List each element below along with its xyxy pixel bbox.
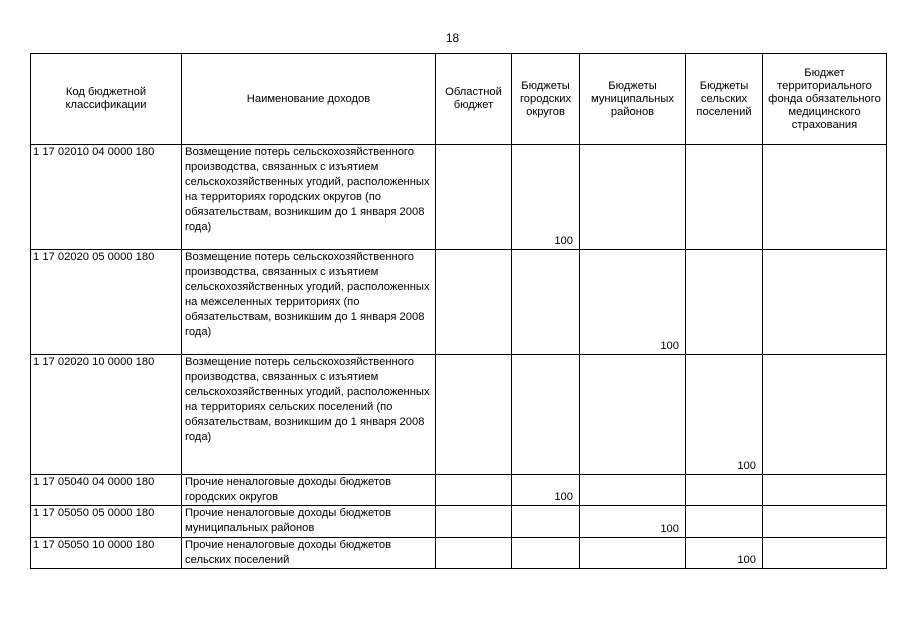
row-medical <box>763 355 887 475</box>
row-city <box>512 538 580 569</box>
row-name: Возмещение потерь сельскохозяйственного производства, связанных с изъятием сельскохозяйственных угодий, расположенных на межселенных территориях (по обязательствам, возникшим до 1 января 2008 года) <box>182 250 436 355</box>
row-municipal: 100 <box>580 506 686 538</box>
row-municipal <box>580 145 686 250</box>
row-city: 100 <box>512 145 580 250</box>
header-city: Бюджеты городских округов <box>512 54 580 145</box>
row-medical <box>763 250 887 355</box>
row-medical <box>763 475 887 506</box>
row-rural <box>686 250 763 355</box>
table-row <box>31 475 887 506</box>
header-regional: Областной бюджет <box>436 54 512 145</box>
row-regional <box>436 538 512 569</box>
row-code: 1 17 02010 04 0000 180 <box>31 145 182 250</box>
row-regional <box>436 506 512 538</box>
row-code: 1 17 05050 10 0000 180 <box>31 538 182 569</box>
row-rural: 100 <box>686 538 763 569</box>
row-name: Возмещение потерь сельскохозяйственного производства, связанных с изъятием сельскохозяйственных угодий, расположенных на территориях городских округов (по обязательствам, возникшим до 1 января 2008 года) <box>182 145 436 250</box>
table-row <box>31 506 887 538</box>
row-municipal <box>580 538 686 569</box>
table-header-row <box>31 54 887 145</box>
row-city <box>512 355 580 475</box>
row-rural <box>686 475 763 506</box>
row-rural <box>686 145 763 250</box>
table-row <box>31 145 887 250</box>
row-medical <box>763 506 887 538</box>
header-name: Наименование доходов <box>182 54 436 145</box>
table-row <box>31 538 887 569</box>
row-code: 1 17 02020 05 0000 180 <box>31 250 182 355</box>
row-rural: 100 <box>686 355 763 475</box>
row-code: 1 17 05040 04 0000 180 <box>31 475 182 506</box>
header-rural: Бюджеты сельских поселений <box>686 54 763 145</box>
page-number: 18 <box>445 31 460 45</box>
row-regional <box>436 145 512 250</box>
row-municipal <box>580 475 686 506</box>
row-regional <box>436 250 512 355</box>
row-city <box>512 506 580 538</box>
row-municipal <box>580 355 686 475</box>
row-municipal: 100 <box>580 250 686 355</box>
row-name: Возмещение потерь сельскохозяйственного производства, связанных с изъятием сельскохозяйственных угодий, расположенных на территориях сельских поселений (по обязательствам, возникшим до 1 января 2008 года) <box>182 355 436 475</box>
row-regional <box>436 355 512 475</box>
header-code: Код бюджетной классификации <box>31 54 182 145</box>
header-medical: Бюджет территориального фонда обязательного медицинского страхования <box>763 54 887 145</box>
table-row <box>31 250 887 355</box>
row-code: 1 17 02020 10 0000 180 <box>31 355 182 475</box>
row-name: Прочие неналоговые доходы бюджетов сельских поселений <box>182 538 436 569</box>
row-name: Прочие неналоговые доходы бюджетов городских округов <box>182 475 436 506</box>
row-medical <box>763 538 887 569</box>
row-city: 100 <box>512 475 580 506</box>
budget-revenue-table <box>30 53 887 569</box>
row-rural <box>686 506 763 538</box>
row-code: 1 17 05050 05 0000 180 <box>31 506 182 538</box>
row-medical <box>763 145 887 250</box>
row-name: Прочие неналоговые доходы бюджетов муниципальных районов <box>182 506 436 538</box>
row-regional <box>436 475 512 506</box>
table-row <box>31 355 887 475</box>
header-municipal: Бюджеты муниципальных районов <box>580 54 686 145</box>
row-city <box>512 250 580 355</box>
